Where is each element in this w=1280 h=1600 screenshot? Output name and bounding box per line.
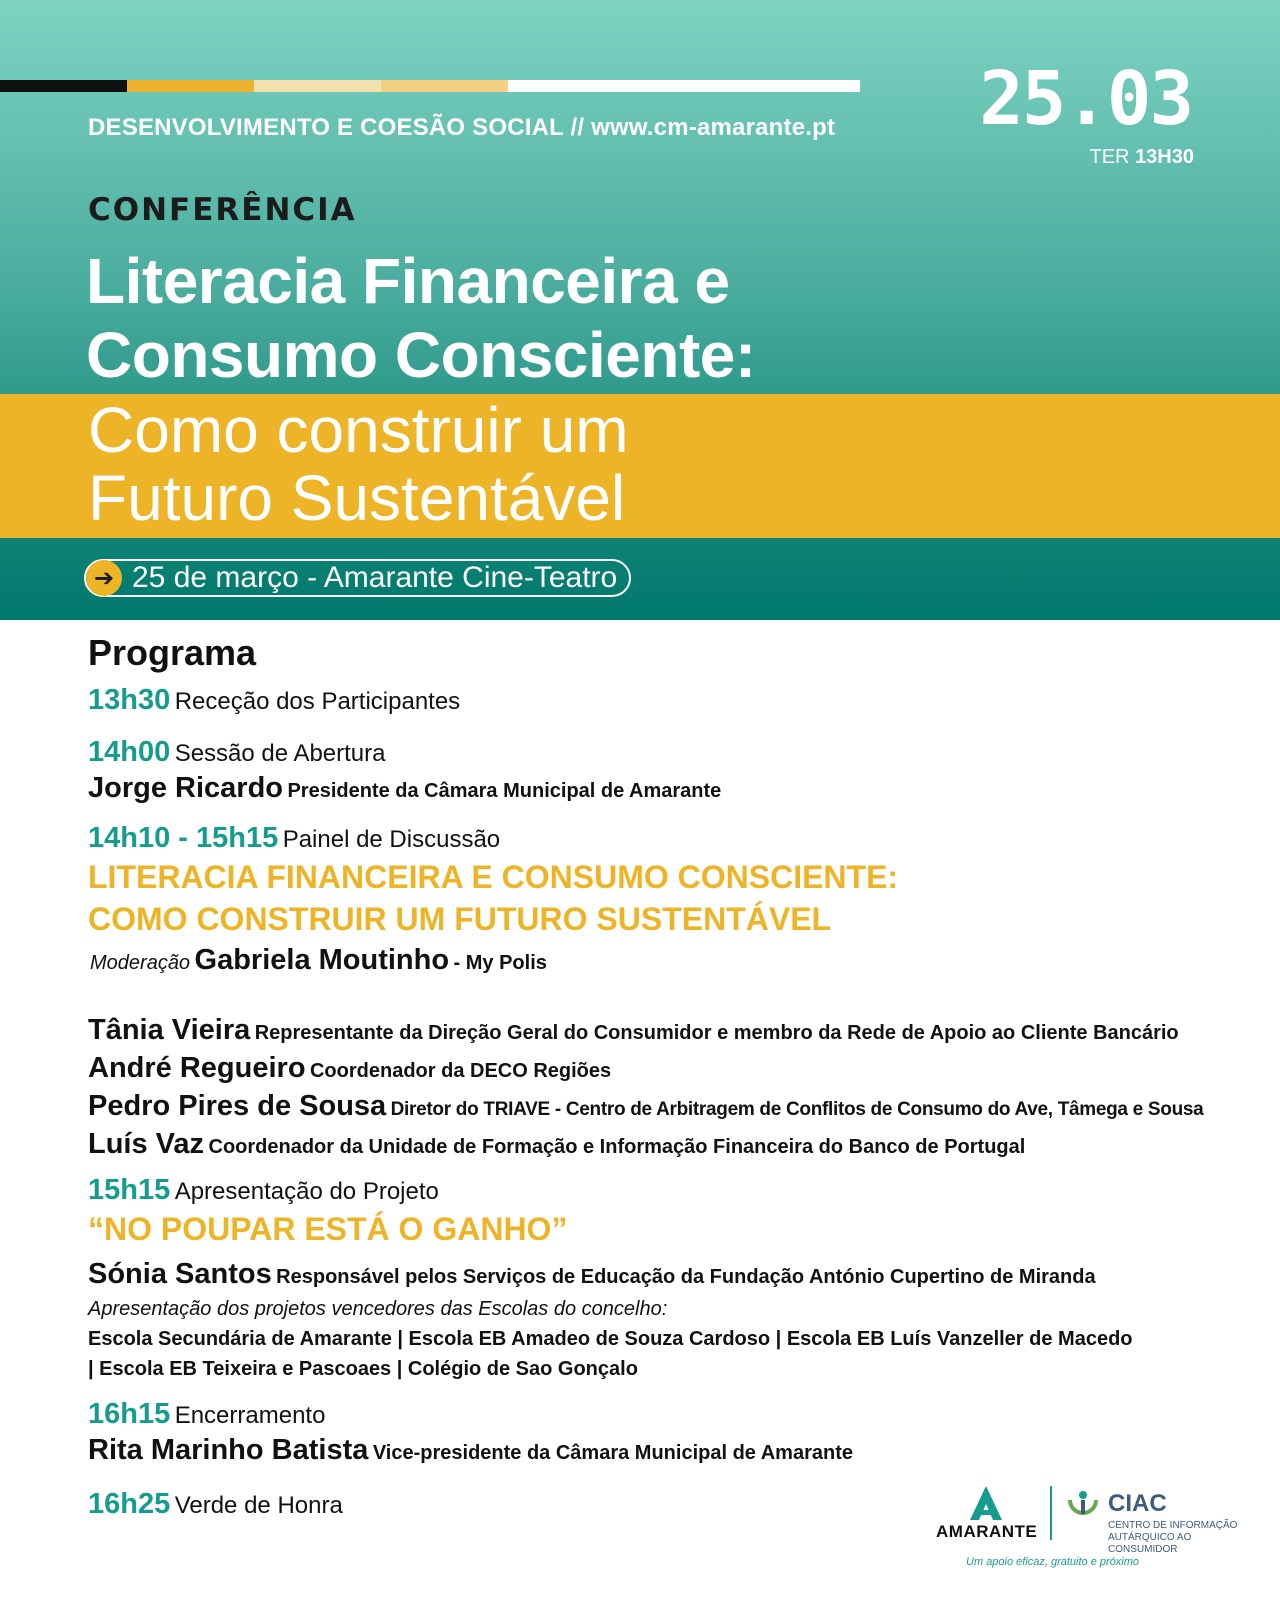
speaker-name: Tânia Vieira [88,1014,251,1046]
speaker-role: Vice-presidente da Câmara Municipal de Amarante [372,1442,853,1464]
color-stripe-yellow [127,80,254,92]
event-date: 25.03 [979,56,1192,142]
venue-text: 25 de março - Amarante Cine-Teatro [132,561,618,594]
color-stripe-white [508,80,860,92]
moderation-row [90,944,547,977]
event-title-line2: Consumo Consciente: [86,319,756,391]
moderator-org: - My Polis [453,952,547,974]
speaker-name: Jorge Ricardo [88,772,283,804]
venue-pill [84,559,631,597]
panel-theme [88,856,1208,940]
schools-note: Apresentação dos projetos vencedores das Escolas do concelho: [88,1298,668,1320]
conference-label: CONFERÊNCIA [88,192,357,228]
program-time: 16h25 [88,1488,171,1520]
speaker-role: Presidente da Câmara Municipal de Amarante [287,780,722,802]
color-stripe-cream [254,80,381,92]
program-item [88,1488,343,1521]
amarante-a-icon [966,1484,1006,1522]
footer-tagline: Um apoio eficaz, gratuito e próximo [966,1556,1140,1568]
speaker-row [88,1052,611,1085]
moderator-name: Gabriela Moutinho [194,944,450,976]
speaker-name: Rita Marinho Batista [88,1434,369,1466]
ciac-desc-line1: CENTRO DE INFORMAÇÃO [1108,1520,1238,1531]
logo-divider [1050,1486,1052,1540]
program-time: 16h15 [88,1398,171,1430]
event-subtitle-line1: Como construir um [88,394,629,466]
amarante-logo [936,1484,1036,1542]
ciac-description [1108,1520,1258,1556]
speaker-row [88,1090,1203,1123]
program-label: Encerramento [174,1402,326,1429]
speaker-name: André Regueiro [88,1052,306,1084]
panel-theme-line2: COMO CONSTRUIR UM FUTURO SUSTENTÁVEL [88,901,832,937]
event-subtitle-line2: Futuro Sustentável [88,462,626,534]
program-time: 14h00 [88,736,171,768]
speaker-row [88,1014,1179,1047]
moderation-label: Moderação [90,952,191,974]
ciac-name: CIAC [1108,1490,1167,1517]
schools-line2: | Escola EB Teixeira e Pascoaes | Colégio de Sao Gonçalo [88,1358,638,1380]
ciac-desc-line2: AUTÁRQUICO AO CONSUMIDOR [1108,1532,1192,1555]
header-tagline: DESENVOLVIMENTO E COESÃO SOCIAL // www.cm-amarante.pt [88,114,836,141]
program-item [88,822,500,855]
program-label: Apresentação do Projeto [174,1178,439,1205]
speaker-name: Luís Vaz [88,1128,205,1160]
speaker-row [88,1434,853,1467]
event-weekday: TER [1089,146,1130,168]
arrow-right-icon: ➔ [86,560,122,596]
program-time: 14h10 - 15h15 [88,822,279,854]
speaker-role: Coordenador da Unidade de Formação e Informação Financeira do Banco de Portugal [208,1136,1026,1158]
panel-theme-line1: LITERACIA FINANCEIRA E CONSUMO CONSCIENTE: [88,859,899,895]
program-label: Verde de Honra [174,1492,343,1519]
event-subtitle [88,396,1188,532]
program-item [88,736,386,769]
speaker-role: Coordenador da DECO Regiões [309,1060,612,1082]
schools-line1: Escola Secundária de Amarante | Escola EB Amadeo de Souza Cardoso | Escola EB Luís Vanzeller de Macedo [88,1328,1133,1350]
speaker-role: Responsável pelos Serviços de Educação da Fundação António Cupertino de Miranda [276,1266,1096,1288]
program-title: Programa [88,632,257,673]
program-label: Receção dos Participantes [174,688,461,715]
program-label: Sessão de Abertura [174,740,386,767]
speaker-name: Pedro Pires de Sousa [88,1090,387,1122]
ciac-icon [1066,1486,1100,1520]
program-time: 13h30 [88,684,171,716]
program-time: 15h15 [88,1174,171,1206]
program-item [88,1174,439,1207]
event-title [86,244,1186,392]
project-name: “NO POUPAR ESTÁ O GANHO” [88,1211,568,1247]
speaker-role: Representante da Direção Geral do Consumidor e membro da Rede de Apoio ao Cliente Bancário [254,1022,1179,1044]
amarante-logo-text: AMARANTE [936,1522,1038,1541]
speaker-row [88,1258,1096,1291]
program-label: Painel de Discussão [282,826,501,853]
speaker-row [88,772,721,805]
event-header [0,0,1280,620]
speaker-name: Sónia Santos [88,1258,272,1290]
event-title-line1: Literacia Financeira e [86,245,730,317]
color-stripe-black [0,80,127,92]
color-stripe-beige [381,80,508,92]
event-day-time [1090,146,1195,169]
speaker-row [88,1128,1025,1161]
event-time: 13H30 [1135,146,1194,168]
schools-list [88,1324,1228,1384]
program-item [88,1398,325,1431]
program-item [88,684,460,717]
speaker-role: Diretor do TRIAVE - Centro de Arbitragem de Conflitos de Consumo do Ave, Tâmega e Sousa [390,1099,1204,1120]
